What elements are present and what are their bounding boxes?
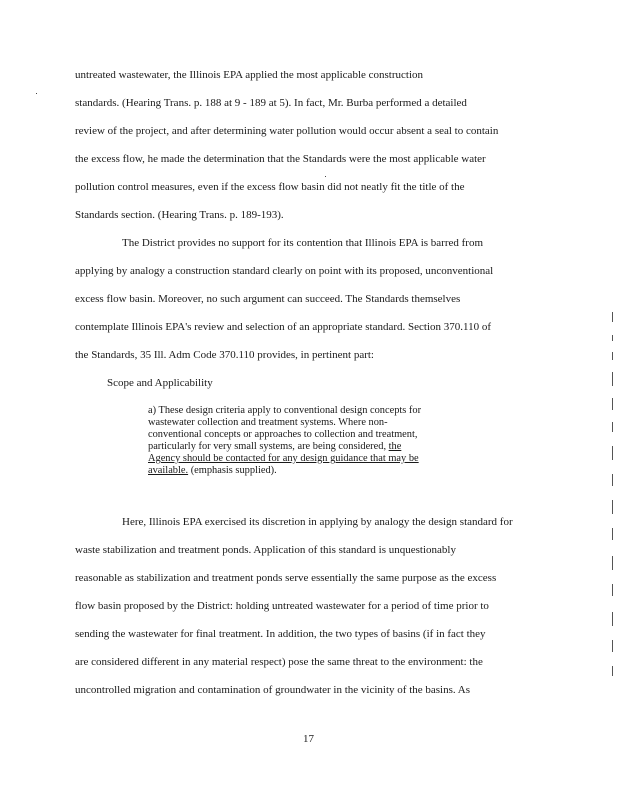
block-quote [148, 405, 478, 477]
margin-mark [612, 528, 613, 540]
margin-mark [612, 640, 613, 652]
margin-mark [612, 612, 613, 626]
body-line: excess flow basin. Moreover, no such argument can succeed. The Standards themselves [75, 293, 461, 305]
margin-mark [612, 500, 613, 514]
quote-text: particularly for very small systems, are being considered, [148, 441, 389, 452]
margin-mark [612, 474, 613, 486]
body-line: review of the project, and after determining water pollution would occur absent a seal to contain [75, 125, 499, 137]
margin-mark [612, 422, 613, 432]
margin-mark [612, 446, 613, 460]
body-line: The District provides no support for its contention that Illinois EPA is barred from [122, 237, 484, 249]
body-line: the excess flow, he made the determination that the Standards were the most applicable water [75, 153, 486, 165]
body-line: the Standards, 35 Ill. Adm Code 370.110 provides, in pertinent part: [75, 349, 374, 361]
margin-mark [612, 584, 613, 596]
margin-mark [612, 556, 613, 570]
body-line: contemplate Illinois EPA's review and selection of an appropriate standard. Section 370.110 of [75, 321, 492, 333]
quote-heading: Scope and Applicability [107, 377, 213, 389]
margin-mark [612, 666, 613, 676]
quote-underlined-text: the [388, 441, 402, 452]
body-line: flow basin proposed by the District: holding untreated wastewater for a period of time prior to [75, 600, 489, 612]
body-line: Standards section. (Hearing Trans. p. 189-193). [75, 209, 284, 221]
body-line: pollution control measures, even if the excess flow basin did not neatly fit the title of the [75, 181, 465, 193]
body-line: standards. (Hearing Trans. p. 188 at 9 - 189 at 5). In fact, Mr. Burba performed a detailed [75, 97, 467, 109]
quote-line [148, 465, 478, 477]
body-line: applying by analogy a construction standard clearly on point with its proposed, unconventional [75, 265, 494, 277]
quote-underlined-text: Agency should be contacted for any design guidance that may be [148, 453, 419, 464]
quote-line [148, 441, 478, 453]
scan-speck [36, 93, 37, 94]
margin-mark [612, 372, 613, 386]
body-line: Here, Illinois EPA exercised its discretion in applying by analogy the design standard for [122, 516, 513, 528]
quote-line: wastewater collection and treatment systems. Where non- [148, 417, 388, 428]
margin-mark [612, 312, 613, 322]
margin-mark [612, 398, 613, 410]
scan-speck [325, 176, 326, 177]
quote-underlined-text: available. [148, 465, 189, 476]
page-number: 17 [303, 733, 314, 745]
quote-line: a) These design criteria apply to conventional design concepts for [148, 405, 422, 416]
quote-line [148, 453, 478, 465]
quote-text: (emphasis supplied). [188, 465, 277, 476]
body-line: sending the wastewater for final treatment. In addition, the two types of basins (if in fact they [75, 628, 486, 640]
margin-mark [612, 335, 613, 341]
body-line: are considered different in any material respect) pose the same threat to the environment: the [75, 656, 483, 668]
body-line: waste stabilization and treatment ponds. Application of this standard is unquestionably [75, 544, 456, 556]
quote-line: conventional concepts or approaches to collection and treatment, [148, 429, 418, 440]
body-line: reasonable as stabilization and treatment ponds serve essentially the same purpose as the excess [75, 572, 497, 584]
margin-mark [612, 352, 613, 360]
body-line: uncontrolled migration and contamination of groundwater in the vicinity of the basins. As [75, 684, 471, 696]
body-line: untreated wastewater, the Illinois EPA applied the most applicable construction [75, 69, 424, 81]
